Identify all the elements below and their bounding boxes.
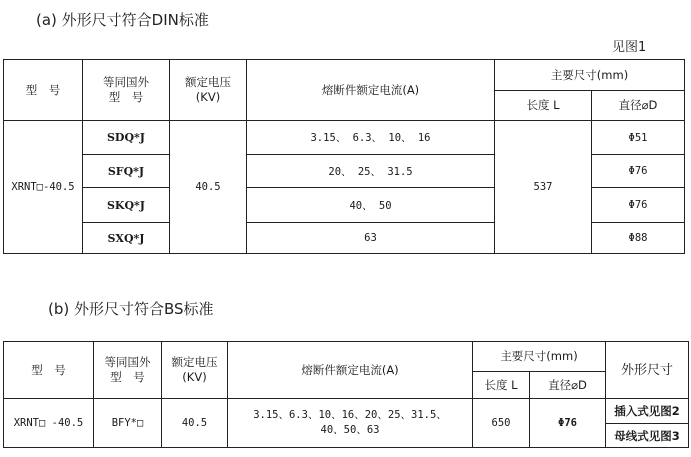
din-dimension-table: [3, 59, 685, 254]
header-length: 长度 L: [495, 91, 592, 121]
model-cell: XRNT□ -40.5: [4, 399, 94, 448]
outline-insert-cell: 插入式见图2: [606, 399, 689, 424]
table-row: [4, 399, 689, 424]
diameter-cell: Φ88: [592, 223, 685, 254]
header-rated-current: 熔断件额定电流(A): [228, 342, 473, 399]
equiv-cell: SXQ*J: [83, 223, 170, 254]
table-row: [4, 121, 685, 155]
equiv-cell: SKQ*J: [83, 188, 170, 223]
voltage-cell: 40.5: [170, 121, 247, 254]
current-cell: 40、 50: [247, 188, 495, 223]
voltage-cell: 40.5: [162, 399, 228, 448]
current-cell: 3.15、 6.3、 10、 16: [247, 121, 495, 155]
outline-busbar-cell: 母线式见图3: [606, 424, 689, 448]
header-rated-voltage: 额定电压 (KV): [170, 60, 247, 121]
table-header-row: [4, 60, 685, 91]
equiv-cell: SDQ*J: [83, 121, 170, 155]
diameter-cell: Φ76: [530, 399, 606, 448]
header-rated-current: 熔断件额定电流(A): [247, 60, 495, 121]
equiv-cell: BFY*□: [94, 399, 162, 448]
header-length: 长度 L: [473, 372, 530, 399]
diameter-cell: Φ76: [592, 155, 685, 188]
table-header-row: [4, 342, 689, 372]
length-cell: 650: [473, 399, 530, 448]
header-diameter: 直径⌀D: [530, 372, 606, 399]
bs-dimension-table: [3, 341, 689, 448]
header-equiv-model: 等同国外 型 号: [83, 60, 170, 121]
section-b-title: (b) 外形尺寸符合BS标准: [48, 300, 214, 318]
section-a-title: (a) 外形尺寸符合DIN标准: [36, 11, 209, 29]
header-model: 型 号: [4, 60, 83, 121]
header-main-dims: 主要尺寸(mm): [473, 342, 606, 372]
equiv-cell: SFQ*J: [83, 155, 170, 188]
header-model: 型 号: [4, 342, 94, 399]
current-cell: 3.15、6.3、10、16、20、25、31.5、 40、50、63: [228, 399, 473, 448]
header-diameter: 直径⌀D: [592, 91, 685, 121]
figure-reference: 见图1: [612, 40, 647, 55]
current-cell: 63: [247, 223, 495, 254]
model-cell: XRNT□-40.5: [4, 121, 83, 254]
current-cell: 20、 25、 31.5: [247, 155, 495, 188]
header-main-dims: 主要尺寸(mm): [495, 60, 685, 91]
length-cell: 537: [495, 121, 592, 254]
header-rated-voltage: 额定电压 (KV): [162, 342, 228, 399]
diameter-cell: Φ76: [592, 188, 685, 223]
diameter-cell: Φ51: [592, 121, 685, 155]
header-equiv-model: 等同国外 型 号: [94, 342, 162, 399]
header-outline: 外形尺寸: [606, 342, 689, 399]
